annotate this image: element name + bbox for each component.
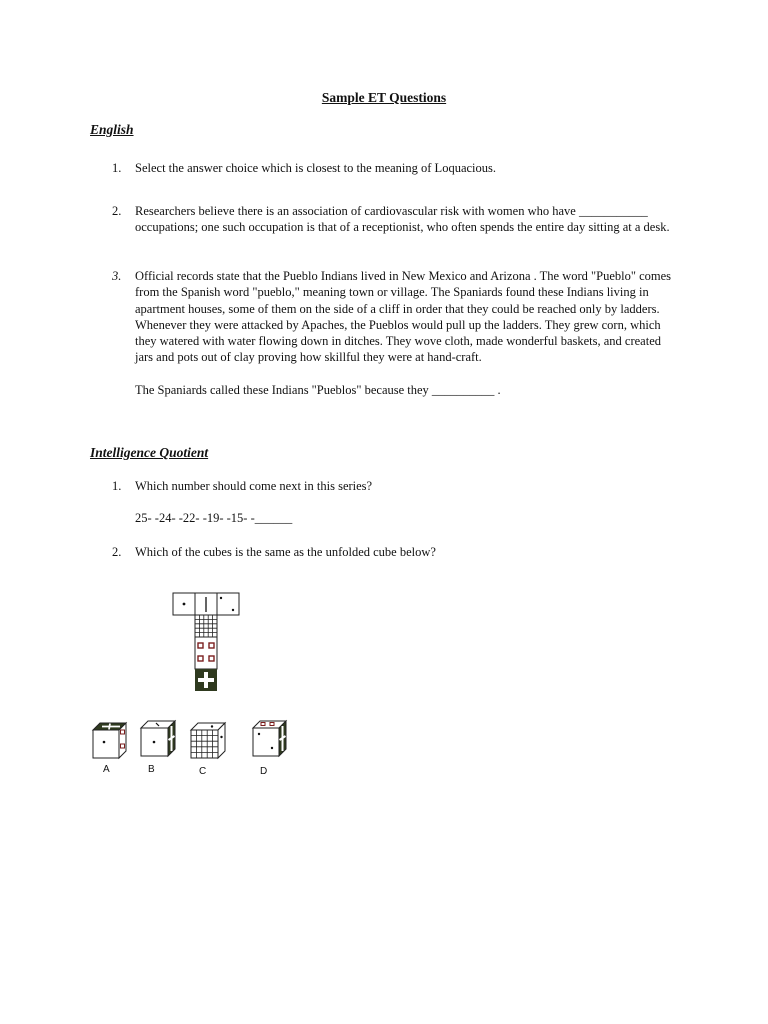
cube-option-c-figure xyxy=(188,720,230,762)
question-text: Official records state that the Pueblo Indians lived in New Mexico and Arizona . The word "Pueblo" comes from the Spanish word "pueblo," meaning town or village. The Spaniards found these Indians living in apartment houses, some of them on the side of a cliff in order that they could be reached only by ladders. Whenever they were attacked by Apaches, the Pueblos would pull up the ladders. They grew corn, which they watered with water flowing down in ditches. They wove cloth, made wonderful baskets, and created jars and pots out of clay proving how skillful they were at hand-craft. xyxy=(135,269,671,365)
question-number: 2. xyxy=(112,545,122,559)
question-number: 1. xyxy=(112,161,122,175)
iq-question-1 xyxy=(112,478,682,494)
english-question-3 xyxy=(112,268,682,398)
question-number: 1. xyxy=(112,479,122,493)
cube-option-d-label: D xyxy=(260,766,268,777)
cube-option-b-label: B xyxy=(148,764,155,775)
page-title: Sample ET Questions xyxy=(321,90,447,105)
question-number: 3. xyxy=(112,269,122,283)
question-followup: The Spaniards called these Indians "Pueblos" because they __________ . xyxy=(135,382,501,397)
question-text: Which number should come next in this series? xyxy=(135,479,373,493)
english-question-1 xyxy=(112,160,682,176)
cube-option-d-figure xyxy=(250,718,290,760)
question-text: Select the answer choice which is closest to the meaning of Loquacious. xyxy=(135,161,497,175)
cube-option-c-label: C xyxy=(199,766,207,777)
question-text: Researchers believe there is an association of cardiovascular risk with women who have ___________ occupations; one such occupation is that of a receptionist, who often spends the entire day sitting at a desk. xyxy=(135,204,670,235)
iq-question-2 xyxy=(112,544,682,560)
section-heading-iq: Intelligence Quotient xyxy=(90,445,209,460)
number-series: 25- -24- -22- -19- -15- -______ xyxy=(135,511,293,525)
question-text: Which of the cubes is the same as the unfolded cube below? xyxy=(135,545,436,559)
cube-option-b-figure xyxy=(138,718,180,760)
section-heading-english: English xyxy=(90,122,134,137)
question-number: 2. xyxy=(112,204,122,218)
cube-option-a-label: A xyxy=(103,764,110,775)
unfolded-cube-net xyxy=(170,592,242,694)
english-question-2 xyxy=(112,203,682,236)
cube-option-a-figure xyxy=(90,720,130,762)
